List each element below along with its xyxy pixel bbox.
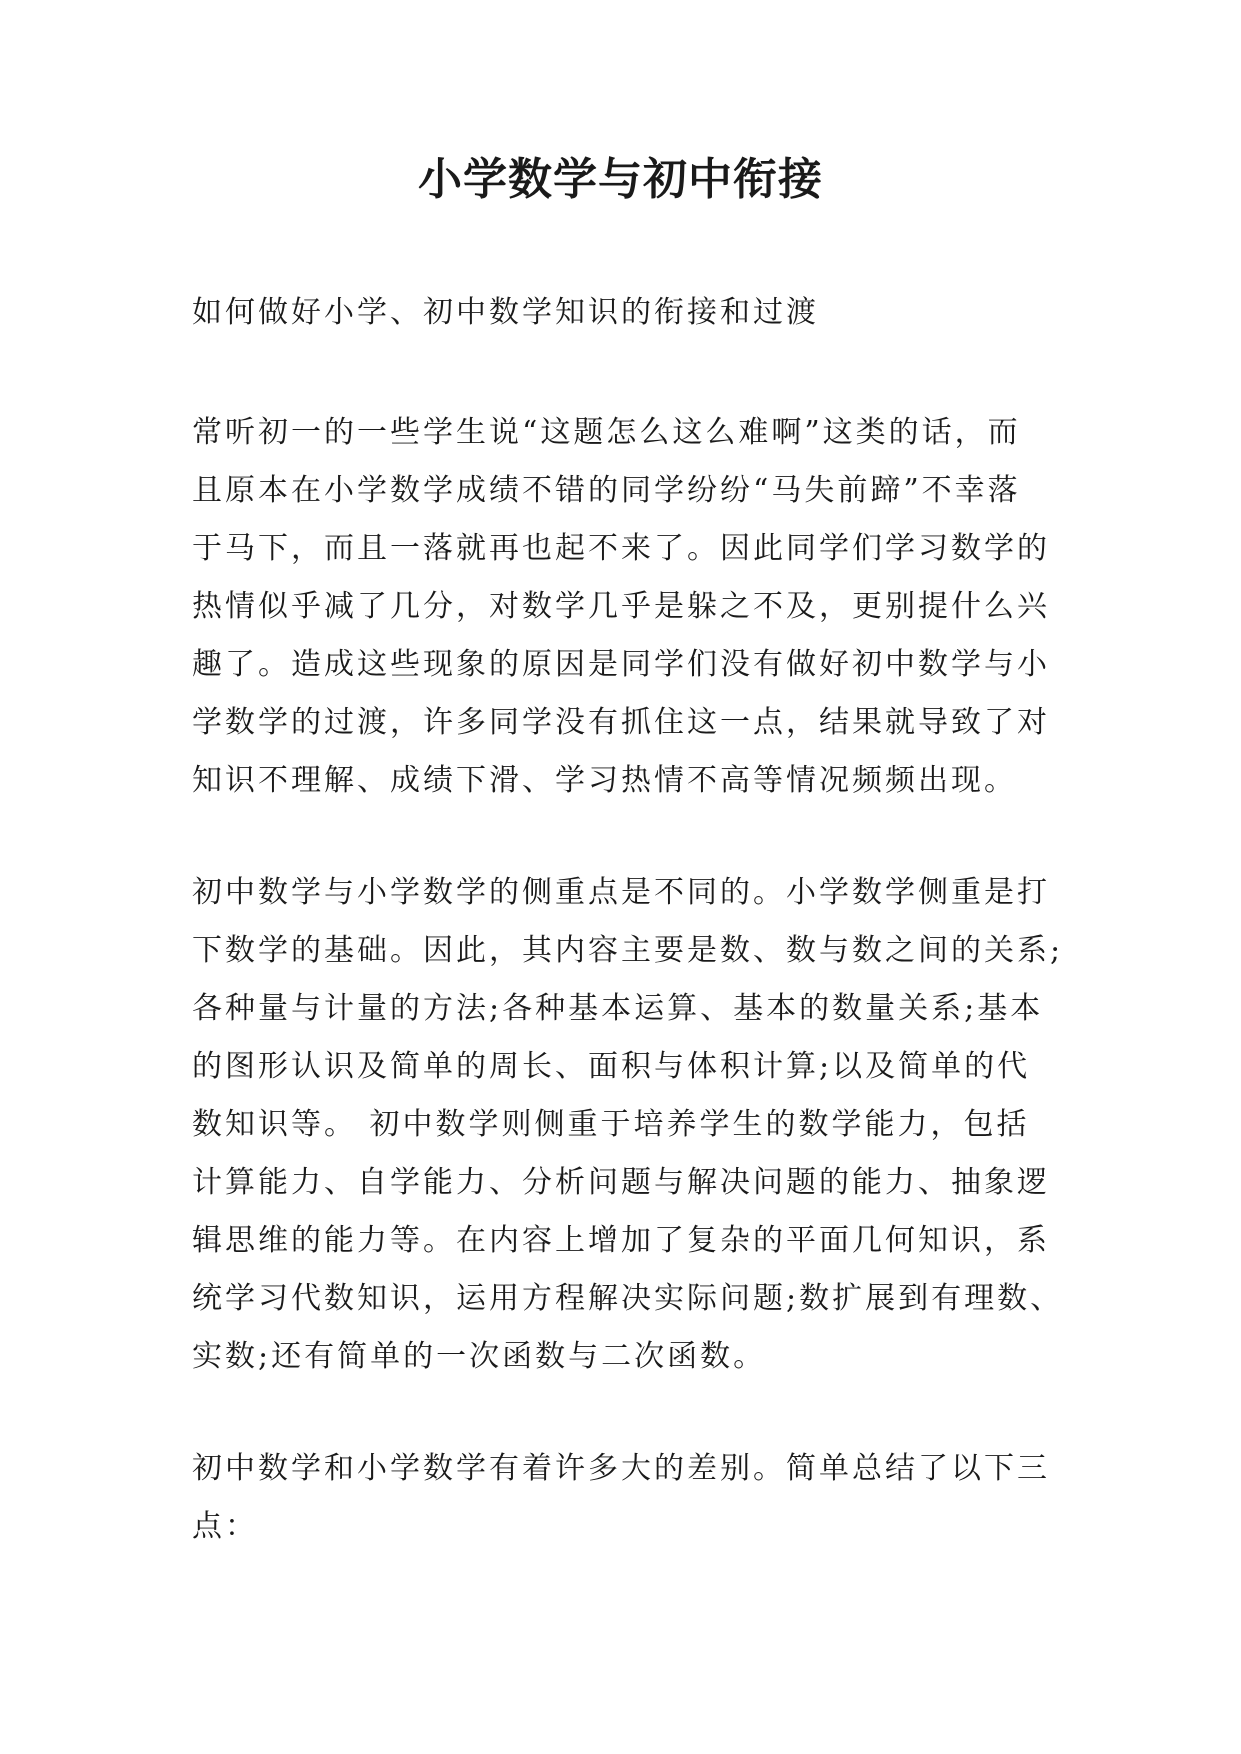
paragraph-line: 辑思维的能力等。在内容上增加了复杂的平面几何知识，系 xyxy=(192,1223,1050,1258)
paragraph-line: 下数学的基础。因此，其内容主要是数、数与数之间的关系; xyxy=(192,933,1064,968)
paragraph-line: 计算能力、自学能力、分析问题与解决问题的能力、抽象逻 xyxy=(192,1165,1050,1200)
paragraph-line: 常听初一的一些学生说“这题怎么这么难啊”这类的话，而 xyxy=(192,415,1021,450)
paragraph-line: 于马下，而且一落就再也起不来了。因此同学们学习数学的 xyxy=(192,531,1050,566)
paragraph-line: 各种量与计量的方法;各种基本运算、基本的数量关系;基本 xyxy=(192,991,1044,1026)
paragraph-line: 趣了。造成这些现象的原因是同学们没有做好初中数学与小 xyxy=(192,647,1050,682)
paragraph-1 xyxy=(192,404,1072,810)
document-subtitle: 如何做好小学、初中数学知识的衔接和过渡 xyxy=(192,295,819,330)
paragraph-line: 实数;还有简单的一次函数与二次函数。 xyxy=(192,1339,767,1374)
paragraph-line: 且原本在小学数学成绩不错的同学纷纷“马失前蹄”不幸落 xyxy=(192,473,1021,508)
paragraph-2 xyxy=(192,864,1072,1386)
paragraph-line: 初中数学与小学数学的侧重点是不同的。小学数学侧重是打 xyxy=(192,875,1050,910)
document-title: 小学数学与初中衔接 xyxy=(418,154,823,205)
paragraph-line: 初中数学和小学数学有着许多大的差别。简单总结了以下三 xyxy=(192,1451,1050,1486)
paragraph-line: 知识不理解、成绩下滑、学习热情不高等情况频频出现。 xyxy=(192,763,1017,798)
paragraph-line: 数知识等。 初中数学则侧重于培养学生的数学能力，包括 xyxy=(192,1107,1030,1142)
paragraph-line: 点： xyxy=(192,1509,258,1544)
paragraph-line: 统学习代数知识，运用方程解决实际问题;数扩展到有理数、 xyxy=(192,1281,1064,1316)
paragraph-3 xyxy=(192,1440,1072,1556)
paragraph-line: 学数学的过渡，许多同学没有抓住这一点，结果就导致了对 xyxy=(192,705,1050,740)
paragraph-line: 热情似乎减了几分，对数学几乎是躲之不及，更别提什么兴 xyxy=(192,589,1050,624)
paragraph-line: 的图形认识及简单的周长、面积与体积计算;以及简单的代 xyxy=(192,1049,1031,1084)
